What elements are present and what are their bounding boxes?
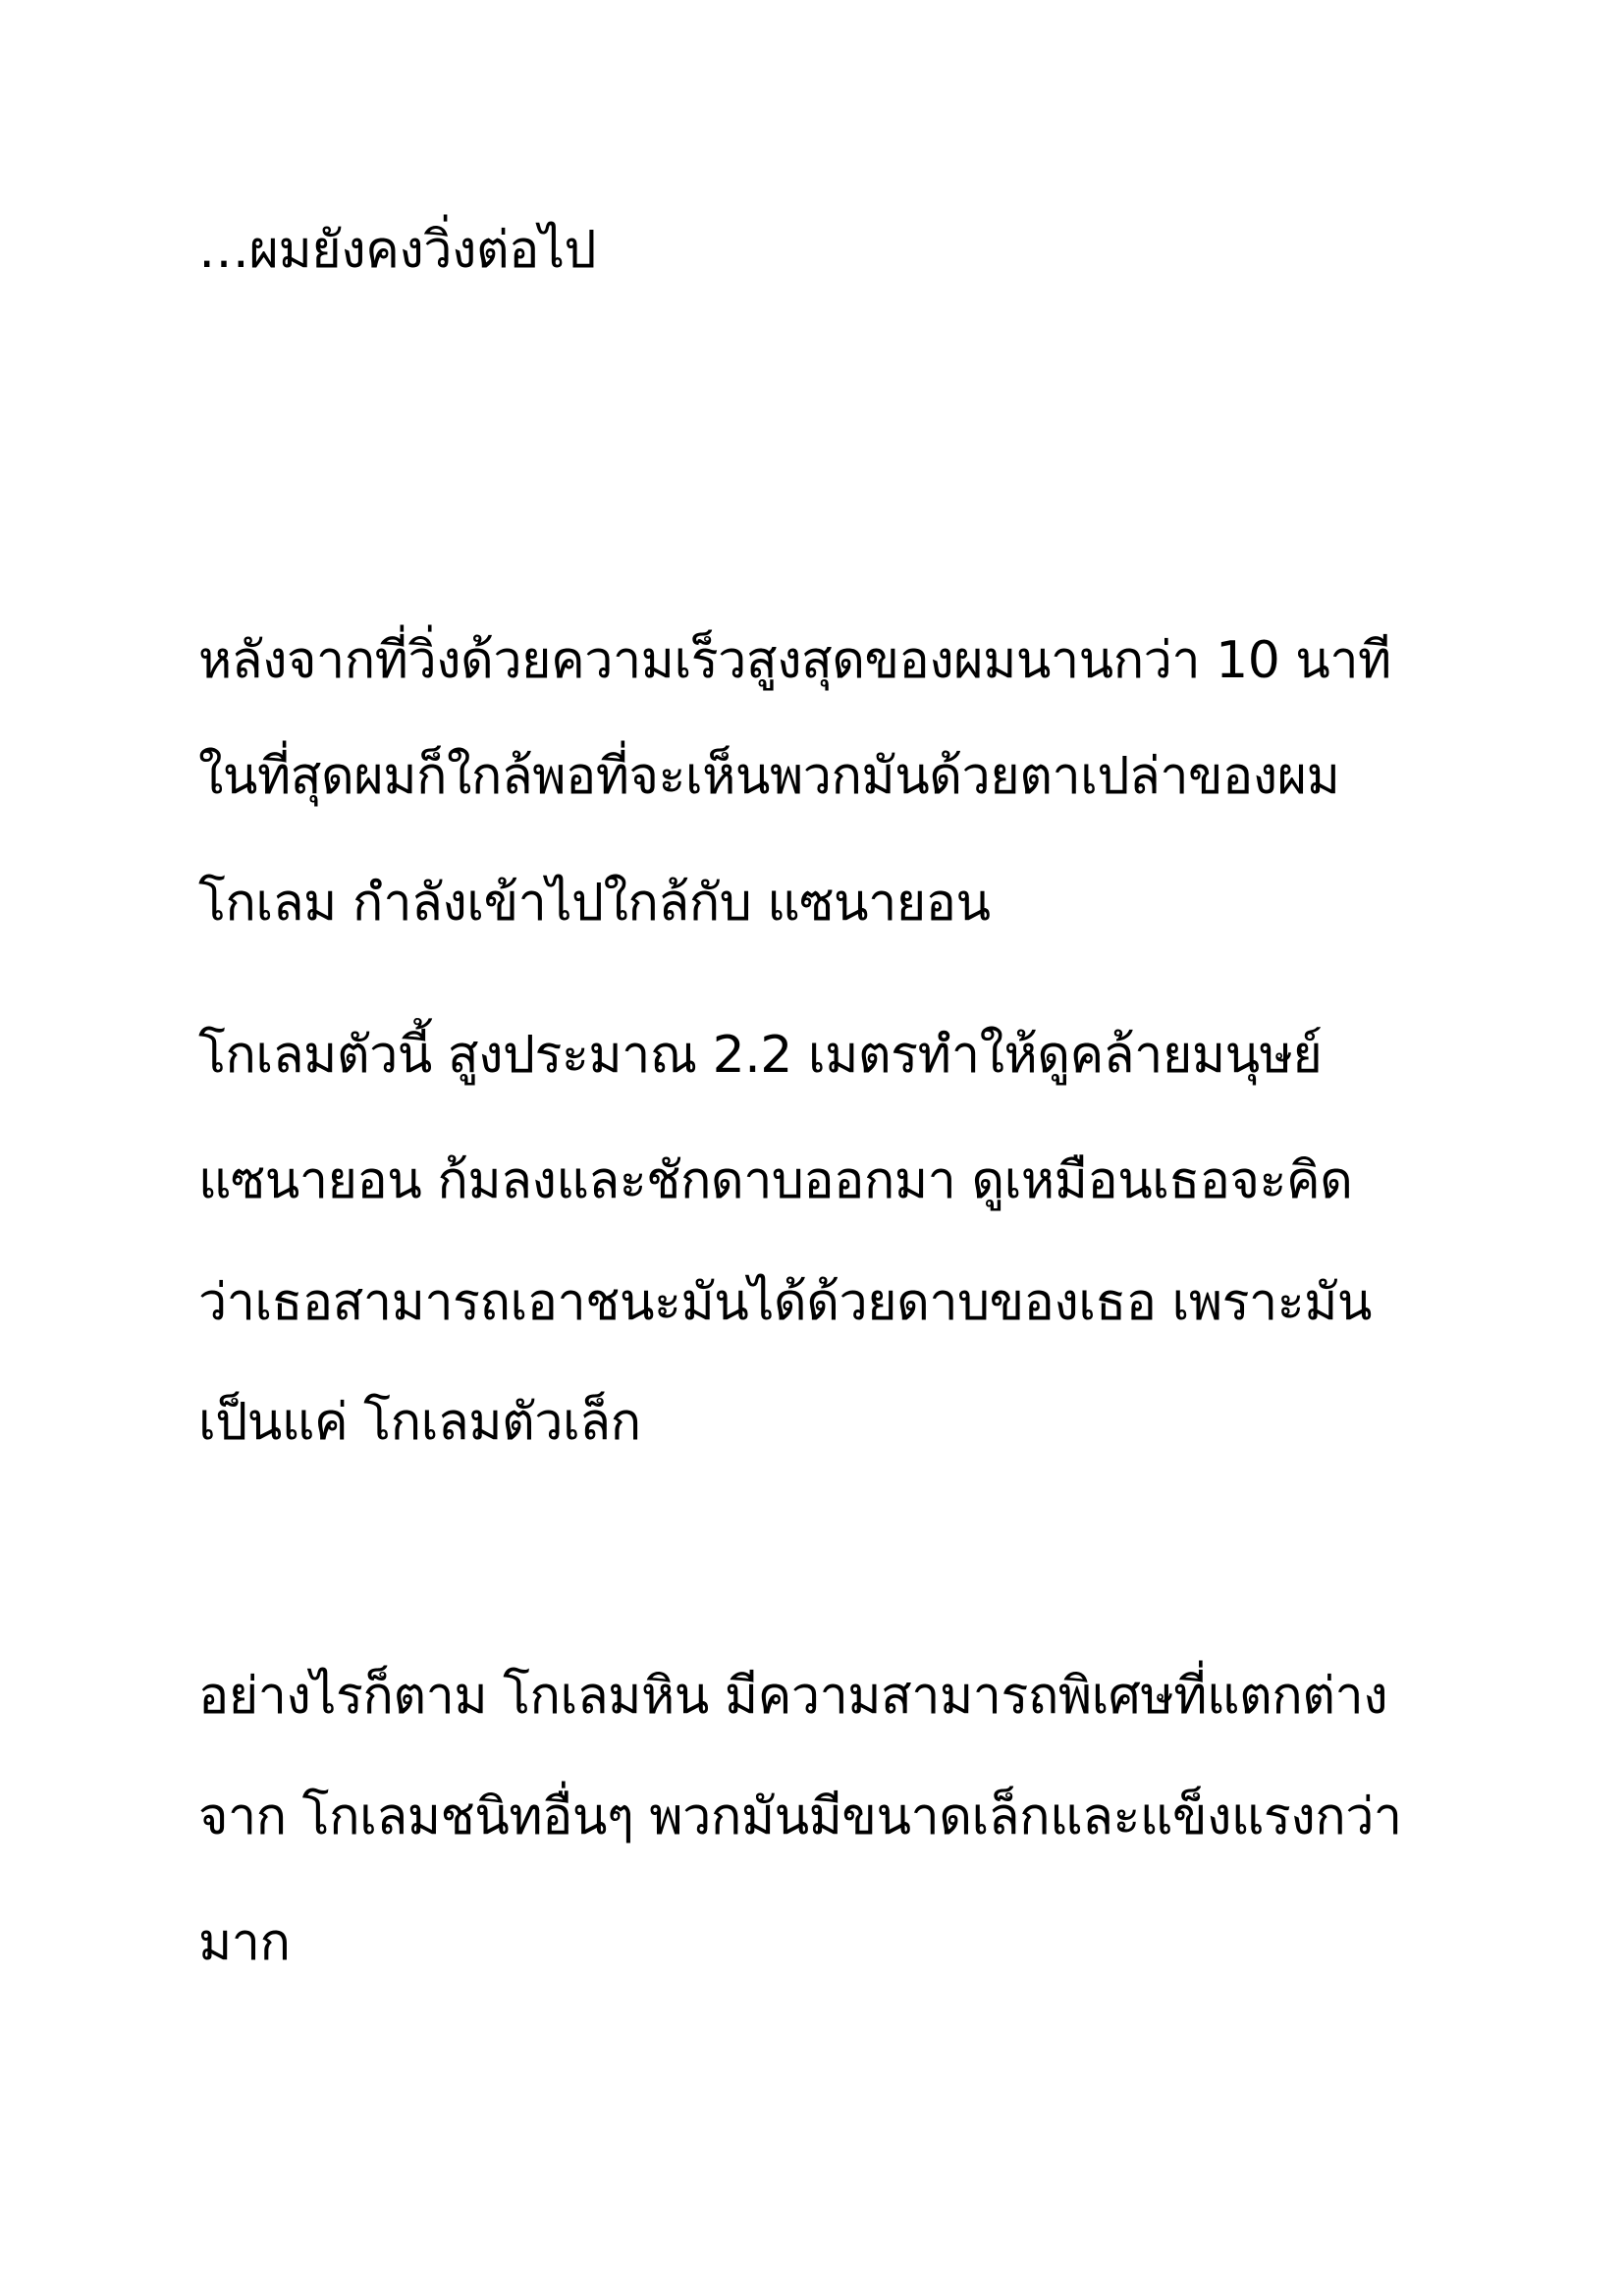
text-line: หลังจากที่วิ่งด้วยความเร็วสูงสุดของผมนานกว่า 10 นาที — [198, 631, 1391, 690]
text-line: โกเลมตัวนี้ สูงประมาณ 2.2 เมตรทำให้ดูคล้ายมนุษย์ — [198, 1026, 1323, 1085]
text-line: อย่างไรก็ตาม โกเลมหิน มีความสามารถพิเศษที่แตกต่าง — [198, 1667, 1388, 1726]
text-line: ในที่สุดผมก็ใกล้พอที่จะเห็นพวกมันด้วยตาเปล่าของผม — [198, 747, 1340, 806]
text-line: โกเลม กำลังเข้าไปใกล้กับ แซนายอน — [198, 874, 991, 933]
text-line: …ผมยังคงวิ่งต่อไป — [198, 221, 597, 280]
text-line: มาก — [198, 1913, 291, 1972]
text-line: แซนายอน ก้มลงและชักดาบออกมา ดูเหมือนเธอจะคิด — [198, 1151, 1353, 1210]
text-line: ว่าเธอสามารถเอาชนะมันได้ด้วยดาบของเธอ เพราะมัน — [198, 1273, 1372, 1332]
text-line: เป็นแค่ โกเลมตัวเล็ก — [198, 1393, 641, 1452]
text-line: จาก โกเลมชนิทอื่นๆ พวกมันมีขนาดเล็กและแข็งแรงกว่า — [198, 1788, 1402, 1846]
